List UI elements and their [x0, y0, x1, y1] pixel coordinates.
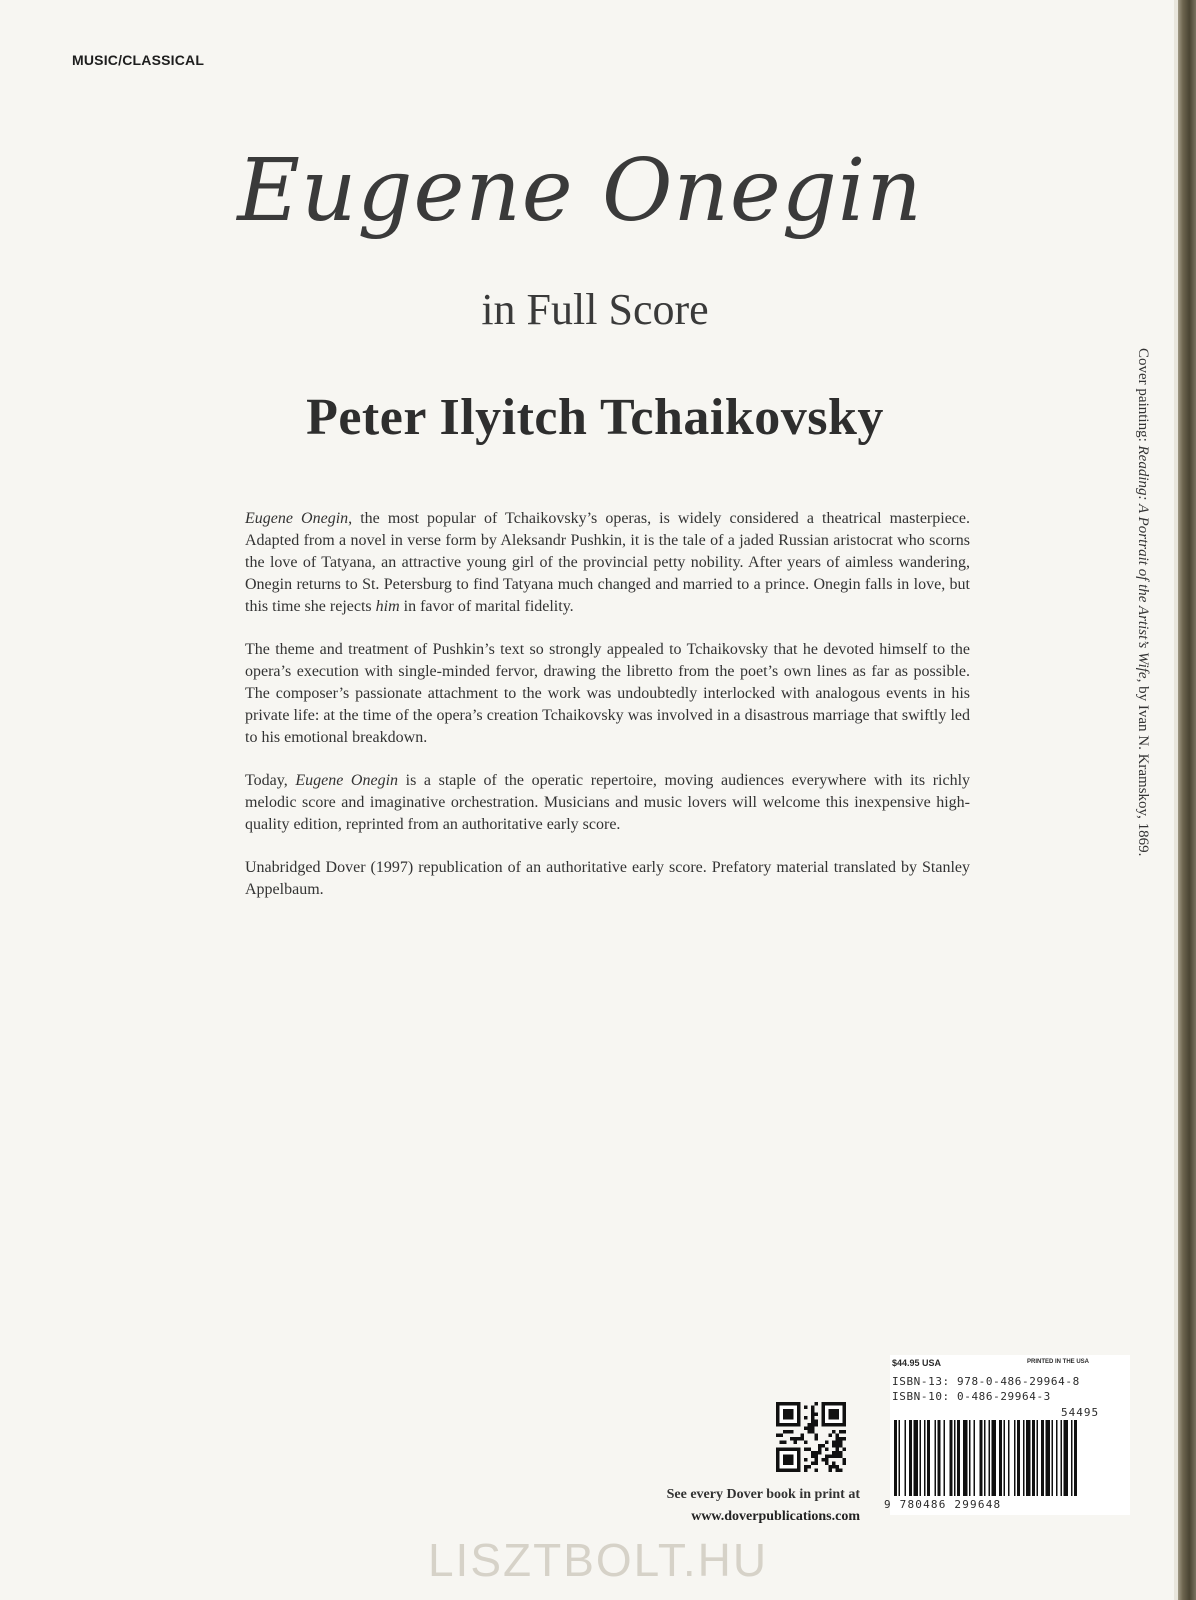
book-subtitle: in Full Score [481, 285, 709, 334]
cover-painting-credit [1127, 348, 1151, 1004]
paragraph-text: Today, [245, 772, 296, 789]
isbn-13: ISBN-13: 978-0-486-29964-8 [892, 1375, 1080, 1388]
italic-title: Eugene Onegin [245, 510, 349, 527]
isbn-10: ISBN-10: 0-486-29964-3 [892, 1390, 1051, 1403]
category-label: MUSIC/CLASSICAL [72, 52, 205, 68]
italic-emphasis: him [375, 598, 400, 615]
description-paragraph-1 [245, 508, 970, 618]
painting-title: Reading: A Portrait of the Artist’s Wife, [1135, 445, 1151, 683]
book-spine-edge [1174, 0, 1196, 1600]
price-addon-digits: 54495 [1061, 1406, 1100, 1419]
catalog-note: See every Dover book in print at [666, 1487, 860, 1502]
paragraph-text: is a staple of the operatic repertoire, moving audiences everywhere with its richly melodic score and imaginative orchestration. Musicians and music lovers will welcome this inexpensive high-quality edition, reprinted from an authoritative early score. [245, 772, 971, 833]
price: $44.95 USA [892, 1358, 942, 1368]
book-title: Eugene Onegin [237, 141, 923, 241]
barcode-number: 9 780486 299648 [884, 1498, 1002, 1511]
printed-in: PRINTED IN THE USA [1027, 1359, 1090, 1365]
paragraph-text: , the most popular of Tchaikovsky’s operas, is widely considered a theatrical masterpiece. Adapted from a novel in verse form by Aleksandr Pushkin, it is the tale of a jaded Russian aristocrat who scorns the love of Tatyana, an attractive young girl of the provincial petty nobility. After years of aimless wandering, Onegin returns to St. Petersburg to find Tatyana much changed and married to a prince. Onegin falls in love, but this time she rejects [245, 510, 971, 615]
publication-note: Unabridged Dover (1997) republication of an authoritative early score. Prefatory material translated by Stanley Appelbaum. [245, 859, 970, 898]
publisher-url[interactable]: www.doverpublications.com [691, 1509, 860, 1524]
watermark: LISZTBOLT.HU [427, 1534, 769, 1586]
description-paragraph-3 [245, 770, 970, 836]
paragraph-text: in favor of marital fidelity. [399, 598, 574, 615]
composer-name: Peter Ilyitch Tchaikovsky [306, 389, 884, 446]
qr-code-icon [776, 1402, 846, 1472]
barcode-icon [892, 1420, 1130, 1498]
description [245, 508, 970, 922]
credit-suffix: by Ivan N. Kramskoy, 1869. [1135, 682, 1151, 857]
description-paragraph-2: The theme and treatment of Pushkin’s text so strongly appealed to Tchaikovsky that he devoted himself to the opera’s execution with single-minded fervor, drawing the libretto from the poet’s own lines as far as possible. The composer’s passionate attachment to the work was undoubtedly interlocked with analogous events in his private life: at the time of the opera’s creation Tchaikovsky was involved in a disastrous marriage that swiftly led to his emotional breakdown. [245, 641, 970, 746]
italic-title: Eugene Onegin [295, 772, 399, 789]
credit-prefix: Cover painting: [1135, 348, 1151, 446]
